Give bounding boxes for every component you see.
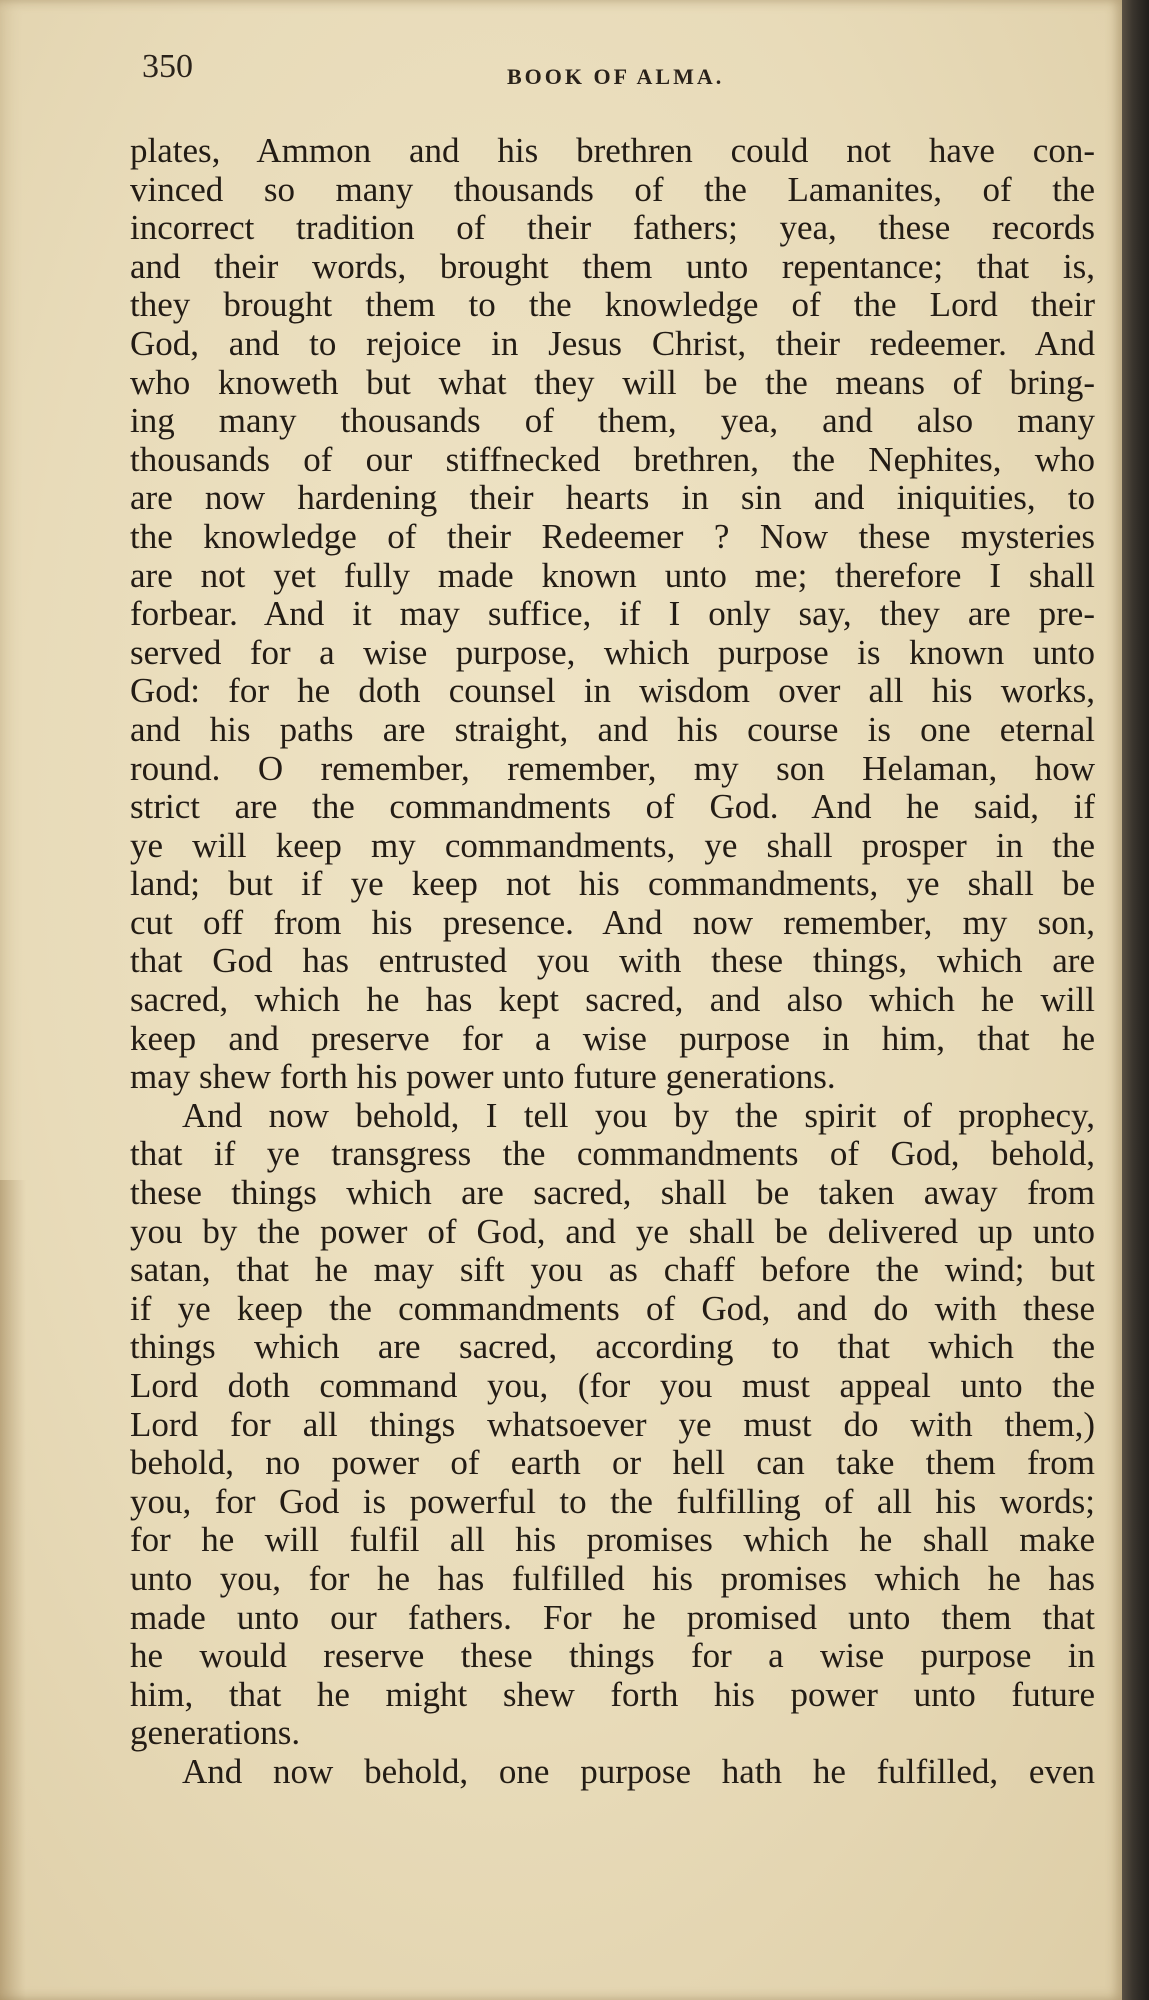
page-edge-stain: [0, 1180, 26, 2000]
text-line: made unto our fathers. For he promised unto them that: [130, 1598, 1095, 1637]
text-line: they brought them to the knowledge of the Lord their: [130, 286, 1095, 325]
text-line: unto you, for he has fulfilled his promises which he has: [130, 1559, 1095, 1598]
text-line: ye will keep my commandments, ye shall prosper in the: [130, 826, 1095, 865]
text-line: him, that he might shew forth his power unto future: [130, 1675, 1095, 1714]
text-line: these things which are sacred, shall be taken away from: [130, 1174, 1095, 1213]
text-line: are not yet fully made known unto me; therefore I shall: [130, 556, 1095, 595]
text-line: Lord for all things whatsoever ye must do with them,): [130, 1405, 1095, 1444]
text-line: incorrect tradition of their fathers; yea, these records: [130, 209, 1095, 248]
book-title: BOOK OF ALMA.: [507, 64, 725, 89]
text-line: you by the power of God, and ye shall be delivered up unto: [130, 1212, 1095, 1251]
text-line: satan, that he may sift you as chaff before the wind; but: [130, 1251, 1095, 1290]
text-line: ing many thousands of them, yea, and also many: [130, 402, 1095, 441]
text-line: land; but if ye keep not his commandments, ye shall be: [130, 865, 1095, 904]
body-text: [130, 132, 1095, 1792]
text-line: who knoweth but what they will be the means of bring-: [130, 363, 1095, 402]
text-line: and his paths are straight, and his course is one eternal: [130, 710, 1095, 749]
text-line: that God has entrusted you with these things, which are: [130, 942, 1095, 981]
text-line: generations.: [130, 1714, 301, 1753]
text-line: served for a wise purpose, which purpose is known unto: [130, 633, 1095, 672]
text-line: strict are the commandments of God. And he said, if: [130, 788, 1095, 827]
text-line: if ye keep the commandments of God, and do with these: [130, 1289, 1095, 1328]
text-line: vinced so many thousands of the Lamanites, of the: [130, 170, 1095, 209]
text-line: and their words, brought them unto repentance; that is,: [130, 247, 1095, 286]
text-line: keep and preserve for a wise purpose in him, that he: [130, 1019, 1095, 1058]
book-gutter-shadow: [1122, 0, 1149, 2000]
text-line: cut off from his presence. And now remember, my son,: [130, 903, 1095, 942]
text-line: that if ye transgress the commandments of God, behold,: [130, 1135, 1095, 1174]
text-line: sacred, which he has kept sacred, and also which he will: [130, 981, 1095, 1020]
text-line: round. O remember, remember, my son Helaman, how: [130, 749, 1095, 788]
text-line: the knowledge of their Redeemer ? Now these mysteries: [130, 517, 1095, 556]
text-line: for he will fulfil all his promises which he shall make: [130, 1521, 1095, 1560]
page-number: 350: [142, 48, 193, 85]
text-line: forbear. And it may suffice, if I only say, they are pre-: [130, 595, 1095, 634]
text-line: Lord doth command you, (for you must appeal unto the: [130, 1367, 1095, 1405]
text-line: may shew forth his power unto future generations.: [130, 1058, 836, 1097]
text-line: God, and to rejoice in Jesus Christ, their redeemer. And: [130, 324, 1095, 363]
text-line: are now hardening their hearts in sin and iniquities, to: [130, 479, 1095, 518]
text-line: plates, Ammon and his brethren could not have con-: [130, 132, 1095, 170]
text-line: you, for God is powerful to the fulfilling of all his words;: [130, 1482, 1095, 1521]
text-line: behold, no power of earth or hell can take them from: [130, 1444, 1095, 1483]
text-line: And now behold, one purpose hath he fulfilled, even: [182, 1752, 1095, 1791]
text-line: And now behold, I tell you by the spirit of prophecy,: [182, 1096, 1095, 1135]
text-line: he would reserve these things for a wise purpose in: [130, 1637, 1095, 1676]
text-line: things which are sacred, according to that which the: [130, 1328, 1095, 1367]
text-line: God: for he doth counsel in wisdom over all his works,: [130, 672, 1095, 711]
text-line: thousands of our stiffnecked brethren, the Nephites, who: [130, 440, 1095, 479]
running-head: [142, 48, 1092, 108]
